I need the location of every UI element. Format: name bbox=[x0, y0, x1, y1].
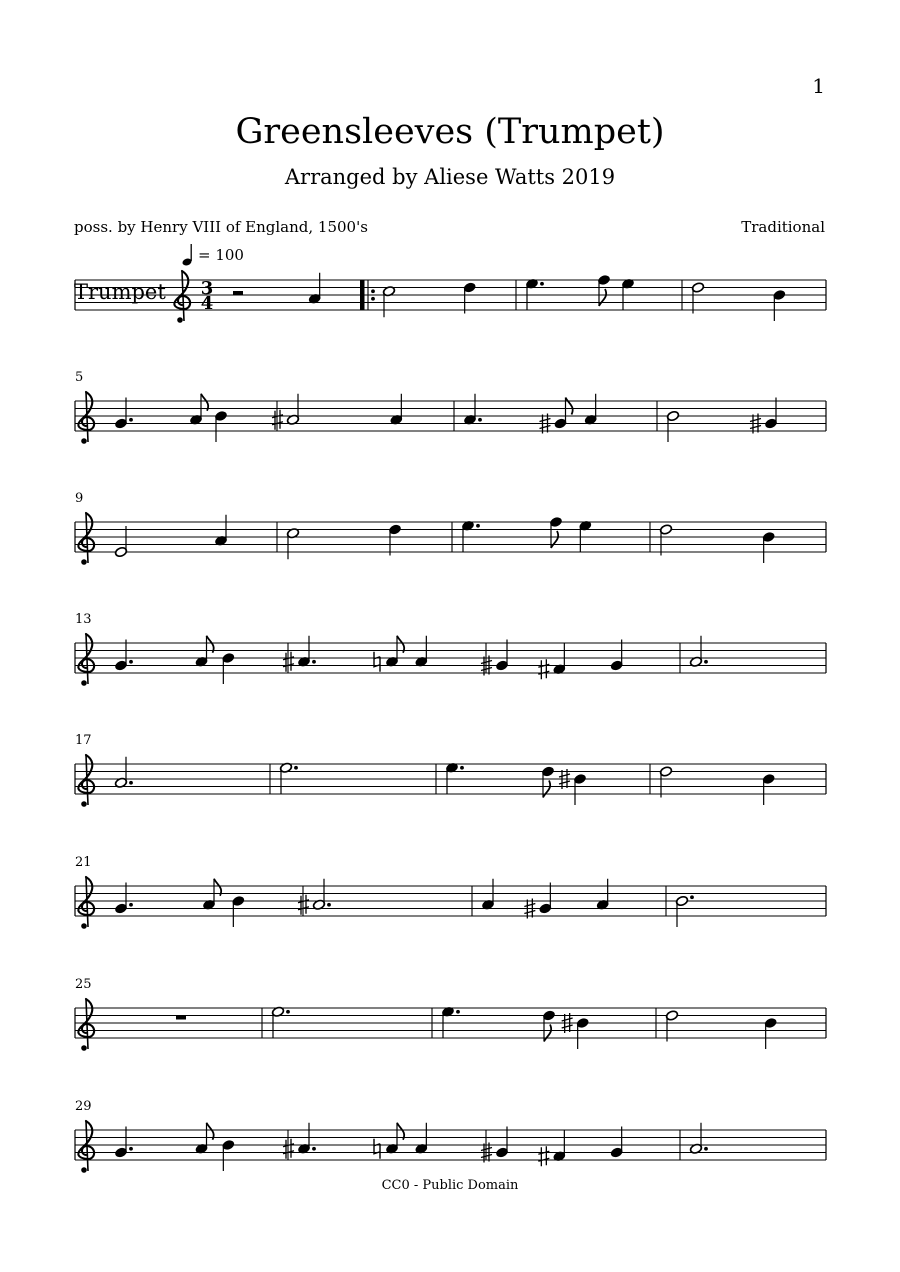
augmentation-dot bbox=[286, 1010, 290, 1014]
clef-stem bbox=[86, 513, 88, 563]
augmentation-dot bbox=[327, 903, 331, 907]
time-signature-top: 3 bbox=[200, 278, 214, 299]
staff-system bbox=[75, 855, 826, 929]
repeat-thick-bar bbox=[360, 280, 365, 310]
clef-tail bbox=[81, 923, 87, 929]
page-number: 1 bbox=[812, 74, 825, 98]
measure-number: 17 bbox=[75, 733, 92, 748]
sharp-icon bbox=[538, 1146, 549, 1166]
clef-stem bbox=[86, 755, 88, 805]
augmentation-dot bbox=[294, 766, 298, 770]
tempo-value: = 100 bbox=[198, 246, 244, 264]
clef-stem bbox=[86, 634, 88, 684]
augmentation-dot bbox=[478, 418, 482, 422]
eighth-flag-icon bbox=[599, 289, 606, 306]
half-rest-icon bbox=[233, 291, 243, 295]
natural-icon bbox=[374, 652, 380, 672]
clef-stem bbox=[86, 1121, 88, 1171]
clef-tail bbox=[81, 680, 87, 686]
clef-stem bbox=[182, 271, 184, 321]
augmentation-dot bbox=[690, 895, 694, 899]
augmentation-dot bbox=[129, 418, 133, 422]
poet-credit: poss. by Henry VIII of England, 1500's bbox=[74, 218, 368, 236]
augmentation-dot bbox=[456, 1010, 460, 1014]
staff-system bbox=[75, 1099, 826, 1173]
clef-tail bbox=[81, 1167, 87, 1173]
augmentation-dot bbox=[129, 660, 133, 664]
staff-system bbox=[75, 271, 826, 323]
time-signature-bottom: 4 bbox=[200, 293, 214, 314]
augmentation-dot bbox=[460, 766, 464, 770]
eighth-flag-icon bbox=[551, 531, 558, 548]
measure-number: 25 bbox=[75, 977, 92, 992]
measure-number: 9 bbox=[75, 491, 84, 506]
sharp-icon bbox=[538, 659, 549, 679]
staff-system bbox=[75, 491, 826, 565]
score-subtitle: Arranged by Aliese Watts 2019 bbox=[284, 165, 616, 189]
score-title: Greensleeves (Trumpet) bbox=[235, 112, 665, 152]
license-footer: CC0 - Public Domain bbox=[381, 1178, 519, 1193]
clef-stem bbox=[86, 999, 88, 1049]
measure-number: 5 bbox=[75, 370, 84, 385]
staff-system bbox=[75, 977, 826, 1051]
clef-tail bbox=[81, 559, 87, 565]
composer-credit: Traditional bbox=[741, 218, 825, 236]
clef-tail bbox=[81, 801, 87, 807]
augmentation-dot bbox=[540, 282, 544, 286]
clef-stem bbox=[86, 877, 88, 927]
augmentation-dot bbox=[129, 781, 133, 785]
clef-tail bbox=[177, 317, 183, 323]
eighth-flag-icon bbox=[544, 1025, 551, 1042]
instrument-name: Trumpet bbox=[74, 280, 166, 304]
augmentation-dot bbox=[704, 1147, 708, 1151]
whole-rest-icon bbox=[176, 1016, 186, 1020]
eighth-flag-icon bbox=[566, 398, 573, 415]
augmentation-dot bbox=[312, 1147, 316, 1151]
measure-number: 21 bbox=[75, 855, 92, 870]
augmentation-dot bbox=[129, 1147, 133, 1151]
repeat-dot bbox=[371, 289, 375, 293]
clef-tail bbox=[81, 438, 87, 444]
measure-number: 13 bbox=[75, 612, 92, 627]
augmentation-dot bbox=[129, 903, 133, 907]
clef-tail bbox=[81, 1045, 87, 1051]
eighth-flag-icon bbox=[543, 781, 550, 798]
natural-icon bbox=[374, 1139, 380, 1159]
repeat-dot bbox=[371, 297, 375, 301]
augmentation-dot bbox=[476, 524, 480, 528]
staff-system bbox=[75, 370, 826, 444]
clef-stem bbox=[86, 392, 88, 442]
measure-number: 29 bbox=[75, 1099, 92, 1114]
augmentation-dot bbox=[312, 660, 316, 664]
staff-system bbox=[75, 612, 826, 686]
augmentation-dot bbox=[704, 660, 708, 664]
staff-system bbox=[75, 733, 826, 807]
